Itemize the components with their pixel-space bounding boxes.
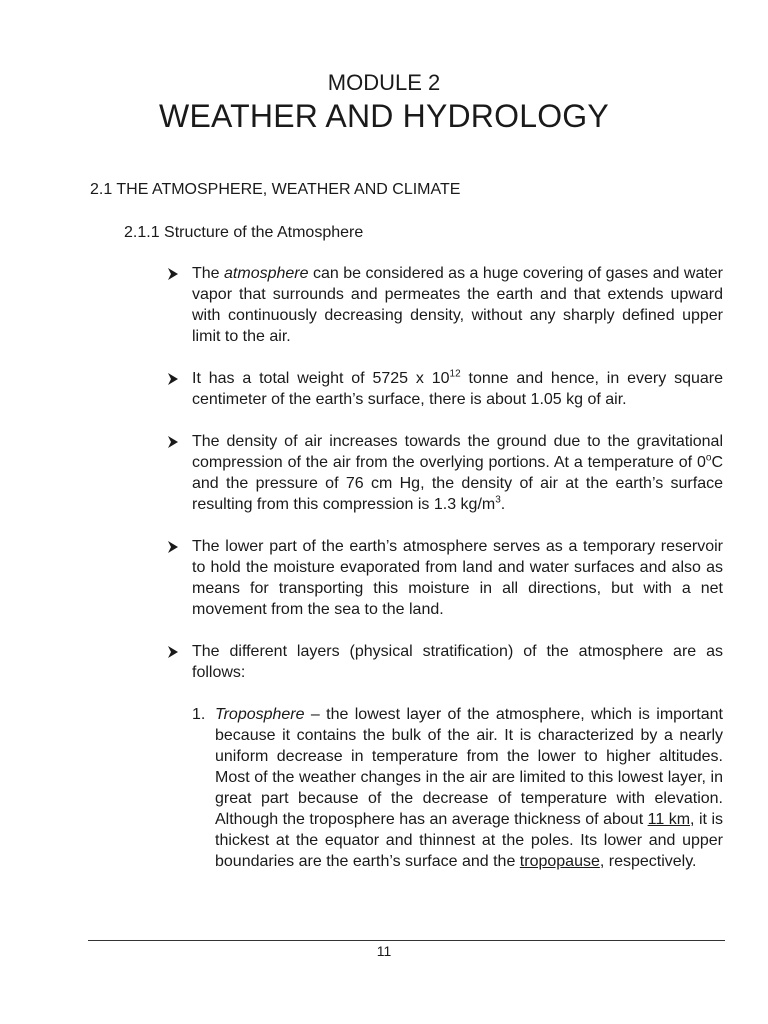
layer-item-troposphere xyxy=(192,704,723,872)
bullet-text: It has a total weight of 5725 x 10 xyxy=(192,370,450,387)
bullet-air-density xyxy=(168,431,723,515)
footer-divider xyxy=(88,940,725,941)
troposphere-thickness: 11 km xyxy=(647,811,691,828)
page-title: WEATHER AND HYDROLOGY xyxy=(159,98,609,134)
bullet-text: The different layers (physical stratification) of the atmosphere are as follows: xyxy=(192,643,723,681)
bullet-atmosphere-definition xyxy=(168,263,723,347)
term-tropopause: tropopause xyxy=(519,853,600,870)
bullet-text: . xyxy=(500,496,506,513)
bullet-total-weight xyxy=(168,368,723,410)
term-atmosphere: atmosphere xyxy=(224,265,309,282)
bullet-moisture-reservoir xyxy=(168,536,723,620)
bullet-text: The lower part of the earth’s atmosphere serves as a temporary reservoir to hold the moisture evaporated from land and water surfaces and also as means for transporting this moisture in all directions, but with a net movement from the sea to the land. xyxy=(192,538,723,618)
bullet-text: C and the pressure of 76 cm Hg, the density of air at the earth’s surface resulting from this compression is 1.3 kg/m xyxy=(192,454,723,513)
arrowhead-bullet-icon xyxy=(168,646,178,658)
layer-text: , respectively. xyxy=(599,853,697,870)
arrowhead-bullet-icon xyxy=(168,436,178,448)
bullet-text: can be considered as a huge covering of gases and water vapor that surrounds and permeates the earth and that extends upward with continuously decreasing density, without any sharply defined upper limit to the air. xyxy=(192,265,724,345)
arrowhead-bullet-icon xyxy=(168,541,178,553)
layer-text: – the lowest layer of the atmosphere, which is important because it contains the bulk of the air. It is characterized by a nearly uniform decrease in temperature from the lower to higher altitudes. Most of the weather changes in the air are limited to this lowest layer, in great part because of the decrease of temperature with elevation. Although the troposphere has an average thickness of about xyxy=(215,706,723,828)
bullet-text: The density of air increases towards the ground due to the gravitational compression of the air from the overlying portions. At a temperature of 0 xyxy=(192,433,723,471)
subsection-heading: 2.1.1 Structure of the Atmosphere xyxy=(124,224,364,241)
layer-list xyxy=(192,704,723,872)
bullet-list xyxy=(168,263,723,882)
degree-symbol: o xyxy=(705,452,712,464)
page-number: 11 xyxy=(376,943,392,959)
section-heading: 2.1 THE ATMOSPHERE, WEATHER AND CLIMATE xyxy=(90,181,461,198)
bullet-text: The xyxy=(192,265,225,282)
layer-number: 1. xyxy=(192,706,206,723)
arrowhead-bullet-icon xyxy=(168,268,178,280)
exponent: 3 xyxy=(495,494,501,506)
bullet-atmosphere-layers xyxy=(168,641,723,872)
arrowhead-bullet-icon xyxy=(168,373,178,385)
bullet-text: tonne and hence, in every square centimeter of the earth’s surface, there is about 1.05 kg of air. xyxy=(192,370,723,408)
layer-text: , it is thickest at the equator and thinnest at the poles. Its lower and upper boundaries are the earth’s surface and the xyxy=(215,811,724,870)
exponent: 12 xyxy=(449,368,461,380)
module-label: MODULE 2 xyxy=(327,70,441,95)
term-troposphere: Troposphere xyxy=(215,706,305,723)
